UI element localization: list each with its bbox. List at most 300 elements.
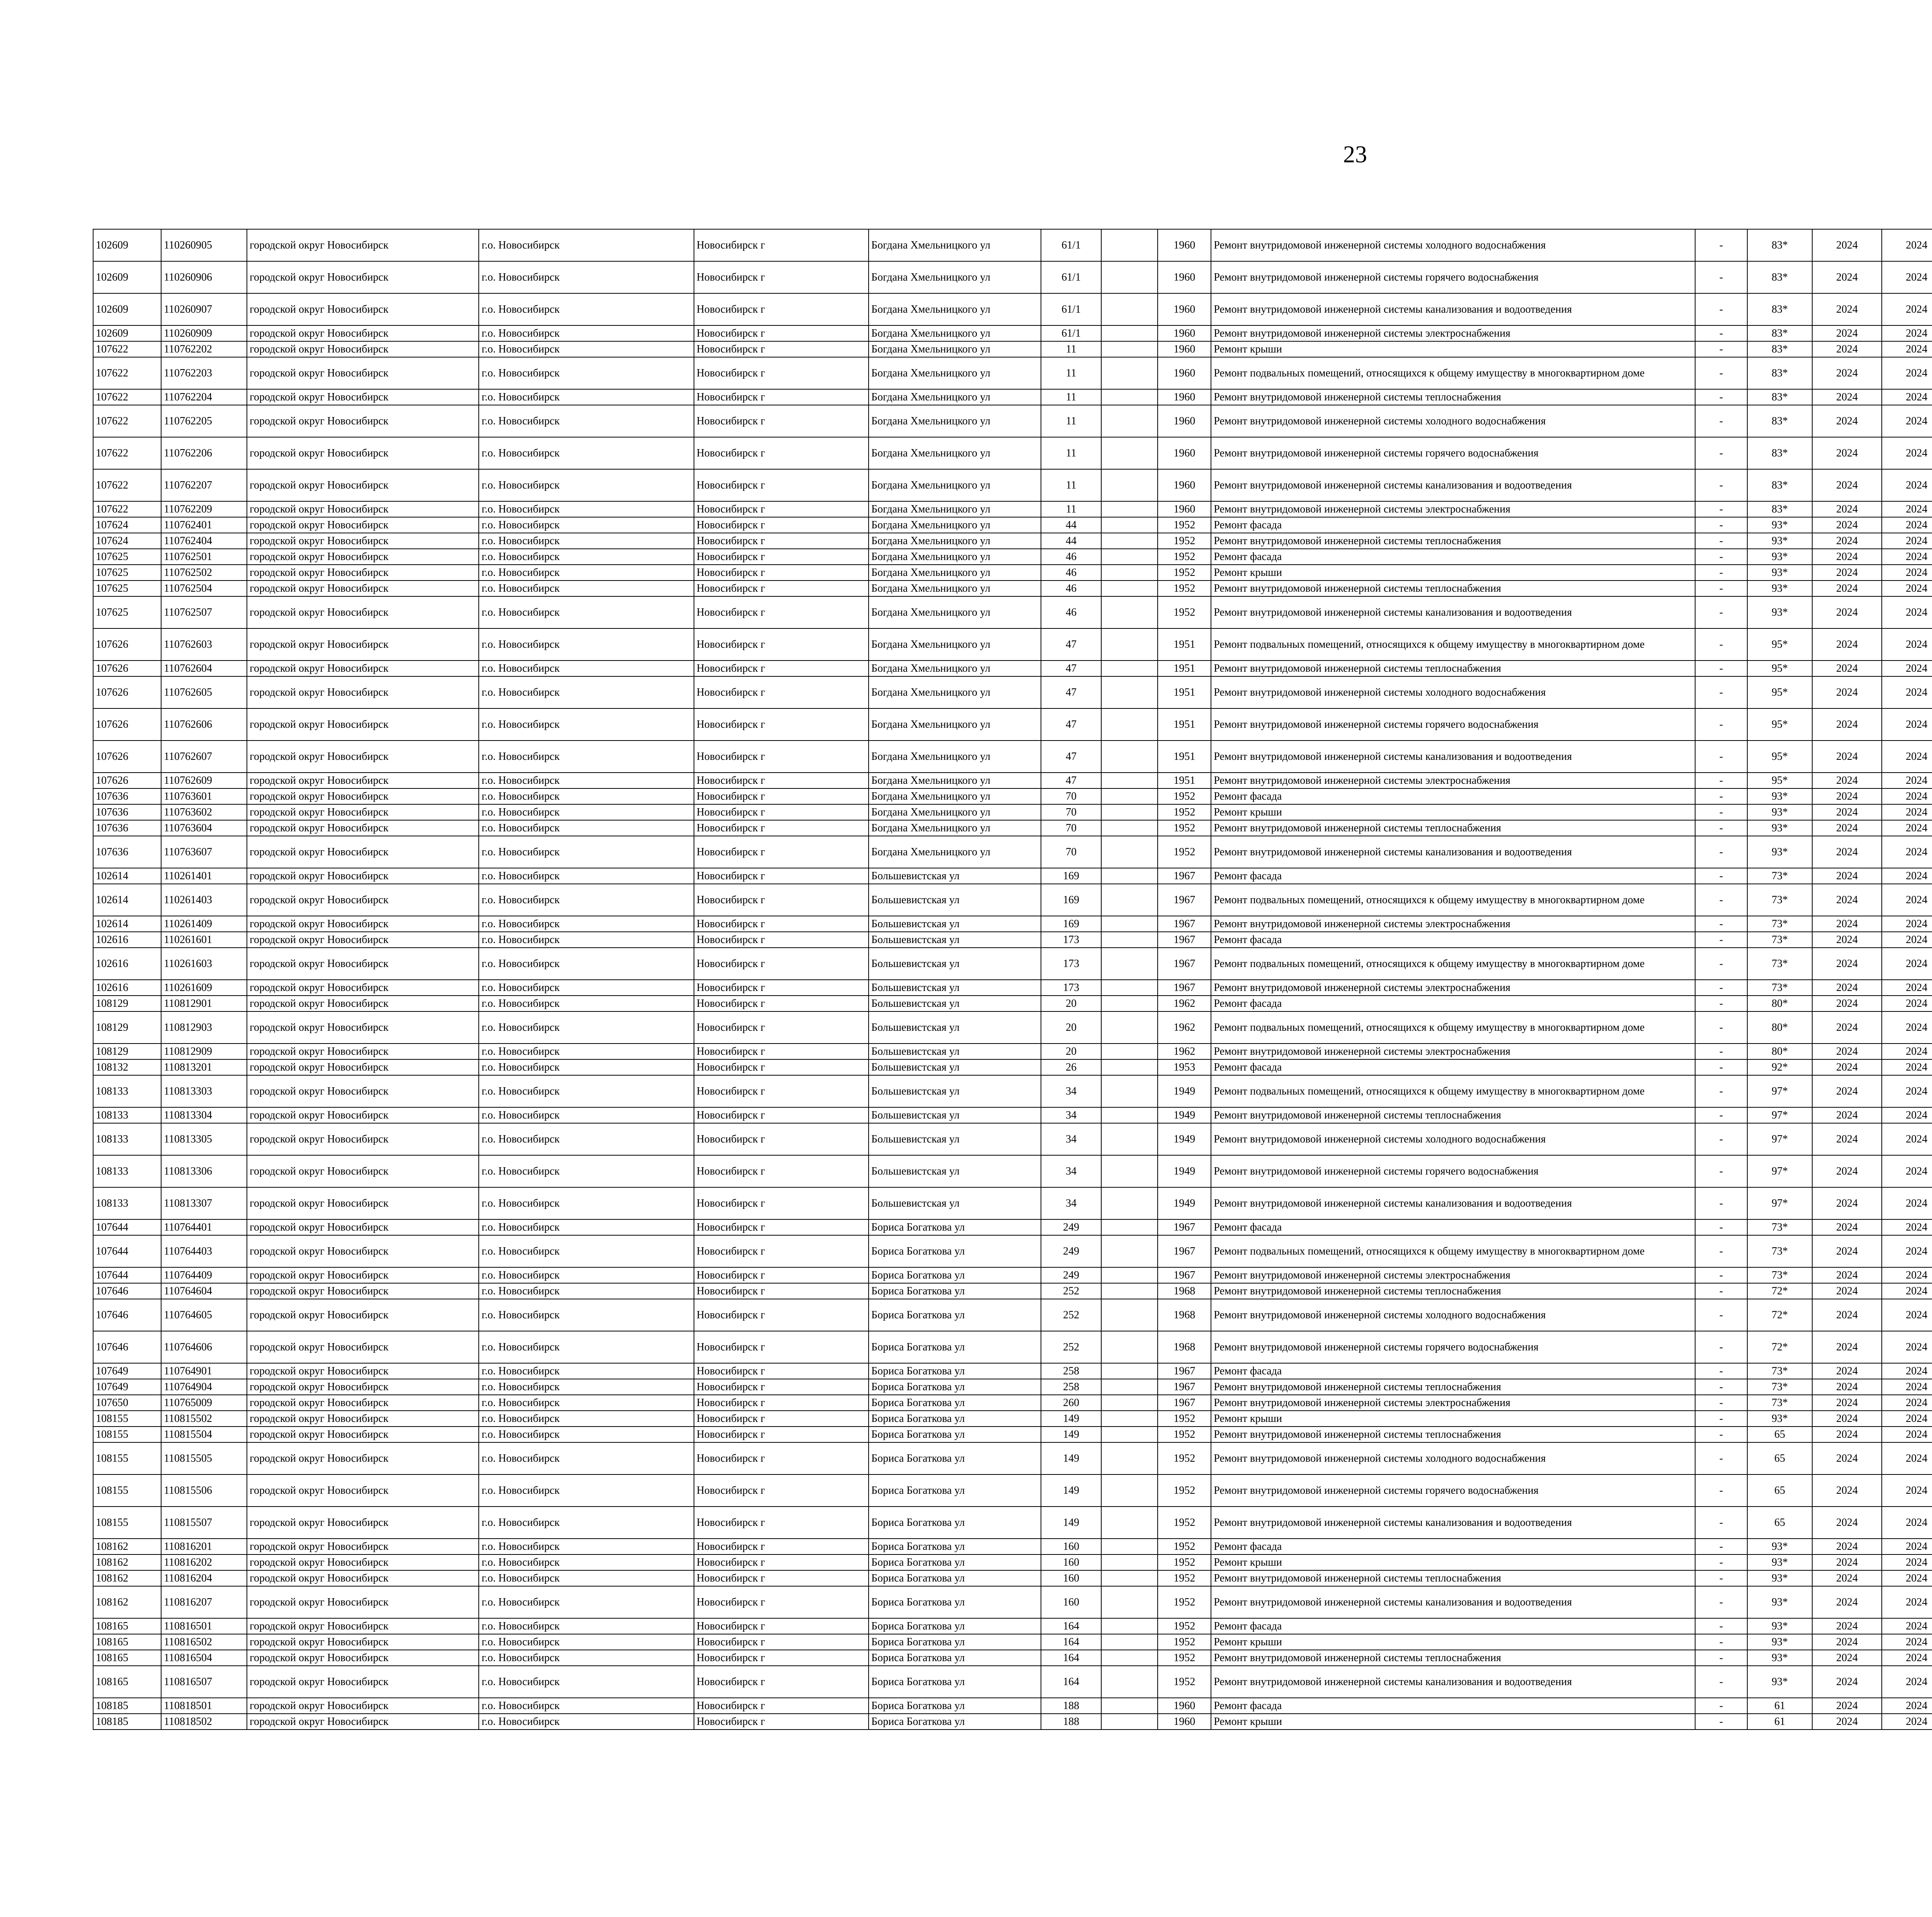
letter-cell [1101,565,1158,581]
plan-year-cell: 2024 [1812,1187,1882,1219]
municipality-cell: городской округ Новосибирск [247,1618,479,1634]
unit-cell: - [1695,581,1747,596]
work-id-cell: 110260909 [161,325,247,341]
plan-year-cell: 2024 [1812,596,1882,628]
settlement-cell: г.о. Новосибирск [479,581,694,596]
work-type-cell: Ремонт подвальных помещений, относящихся к общему имуществу в многоквартирном доме [1211,884,1695,916]
settlement-cell: г.о. Новосибирск [479,1283,694,1299]
plan-year-cell: 2024 [1812,565,1882,581]
house-id-cell: 107626 [93,773,161,788]
work-id-cell: 110815502 [161,1411,247,1427]
plan-year-cell: 2024 [1812,773,1882,788]
house-number-cell: 149 [1041,1411,1101,1427]
wear-percent-cell: 95* [1747,773,1812,788]
house-id-cell: 107624 [93,517,161,533]
letter-cell [1101,741,1158,773]
unit-cell: - [1695,1107,1747,1123]
letter-cell [1101,1507,1158,1539]
municipality-cell: городской округ Новосибирск [247,1474,479,1507]
work-id-cell: 110813306 [161,1155,247,1187]
house-number-cell: 252 [1041,1299,1101,1331]
wear-percent-cell: 93* [1747,1618,1812,1634]
wear-percent-cell: 83* [1747,261,1812,293]
work-type-cell: Ремонт внутридомовой инженерной системы электроснабжения [1211,916,1695,932]
street-cell: Богдана Хмельницкого ул [869,676,1041,708]
wear-percent-cell: 95* [1747,628,1812,661]
unit-cell: - [1695,804,1747,820]
work-type-cell: Ремонт фасада [1211,996,1695,1011]
year-built-cell: 1951 [1158,708,1211,741]
complete-year-cell: 2024 [1882,948,1932,980]
street-cell: Богдана Хмельницкого ул [869,820,1041,836]
unit-cell: - [1695,1714,1747,1730]
letter-cell [1101,804,1158,820]
settlement-cell: г.о. Новосибирск [479,469,694,501]
table-row [93,341,1932,357]
municipality-cell: городской округ Новосибирск [247,1235,479,1267]
settlement-cell: г.о. Новосибирск [479,405,694,437]
locality-cell: Новосибирск г [694,1283,869,1299]
house-id-cell: 108129 [93,1044,161,1059]
municipality-cell: городской округ Новосибирск [247,357,479,389]
house-id-cell: 108165 [93,1634,161,1650]
letter-cell [1101,517,1158,533]
year-built-cell: 1967 [1158,1267,1211,1283]
unit-cell: - [1695,565,1747,581]
year-built-cell: 1960 [1158,437,1211,469]
unit-cell: - [1695,1059,1747,1075]
year-built-cell: 1949 [1158,1187,1211,1219]
work-type-cell: Ремонт подвальных помещений, относящихся к общему имуществу в многоквартирном доме [1211,628,1695,661]
complete-year-cell: 2024 [1882,1267,1932,1283]
year-built-cell: 1952 [1158,1586,1211,1618]
house-number-cell: 20 [1041,1044,1101,1059]
house-id-cell: 107646 [93,1283,161,1299]
locality-cell: Новосибирск г [694,1618,869,1634]
municipality-cell: городской округ Новосибирск [247,1570,479,1586]
wear-percent-cell: 72* [1747,1283,1812,1299]
work-type-cell: Ремонт внутридомовой инженерной системы холодного водоснабжения [1211,1299,1695,1331]
work-id-cell: 110815505 [161,1442,247,1474]
unit-cell: - [1695,1474,1747,1507]
settlement-cell: г.о. Новосибирск [479,820,694,836]
table-row [93,1059,1932,1075]
settlement-cell: г.о. Новосибирск [479,1299,694,1331]
locality-cell: Новосибирск г [694,836,869,868]
unit-cell: - [1695,1427,1747,1442]
plan-year-cell: 2024 [1812,261,1882,293]
street-cell: Большевистская ул [869,1107,1041,1123]
house-id-cell: 107646 [93,1299,161,1331]
house-number-cell: 249 [1041,1235,1101,1267]
work-id-cell: 110762609 [161,773,247,788]
locality-cell: Новосибирск г [694,1379,869,1395]
table-row [93,1283,1932,1299]
house-number-cell: 164 [1041,1650,1101,1666]
work-type-cell: Ремонт внутридомовой инженерной системы теплоснабжения [1211,581,1695,596]
complete-year-cell: 2024 [1882,1123,1932,1155]
locality-cell: Новосибирск г [694,1650,869,1666]
settlement-cell: г.о. Новосибирск [479,676,694,708]
letter-cell [1101,581,1158,596]
complete-year-cell: 2024 [1882,1283,1932,1299]
year-built-cell: 1967 [1158,932,1211,948]
table-row [93,1075,1932,1107]
locality-cell: Новосибирск г [694,389,869,405]
work-type-cell: Ремонт крыши [1211,1714,1695,1730]
table-row [93,996,1932,1011]
complete-year-cell: 2024 [1882,1011,1932,1044]
unit-cell: - [1695,1411,1747,1427]
work-type-cell: Ремонт внутридомовой инженерной системы теплоснабжения [1211,820,1695,836]
work-id-cell: 110813304 [161,1107,247,1123]
wear-percent-cell: 73* [1747,884,1812,916]
work-type-cell: Ремонт внутридомовой инженерной системы холодного водоснабжения [1211,1123,1695,1155]
house-id-cell: 108133 [93,1155,161,1187]
letter-cell [1101,628,1158,661]
work-id-cell: 110762404 [161,533,247,549]
work-id-cell: 110815506 [161,1474,247,1507]
plan-year-cell: 2024 [1812,1395,1882,1411]
work-id-cell: 110763604 [161,820,247,836]
year-built-cell: 1960 [1158,341,1211,357]
table-row [93,741,1932,773]
locality-cell: Новосибирск г [694,1107,869,1123]
street-cell: Бориса Богаткова ул [869,1539,1041,1554]
municipality-cell: городской округ Новосибирск [247,325,479,341]
plan-year-cell: 2024 [1812,581,1882,596]
table-row [93,708,1932,741]
house-number-cell: 20 [1041,996,1101,1011]
street-cell: Бориса Богаткова ул [869,1283,1041,1299]
work-id-cell: 110816507 [161,1666,247,1698]
street-cell: Бориса Богаткова ул [869,1474,1041,1507]
house-number-cell: 34 [1041,1187,1101,1219]
municipality-cell: городской округ Новосибирск [247,948,479,980]
year-built-cell: 1952 [1158,1570,1211,1586]
street-cell: Богдана Хмельницкого ул [869,773,1041,788]
wear-percent-cell: 83* [1747,437,1812,469]
year-built-cell: 1951 [1158,628,1211,661]
unit-cell: - [1695,661,1747,676]
letter-cell [1101,1395,1158,1411]
street-cell: Богдана Хмельницкого ул [869,437,1041,469]
work-type-cell: Ремонт внутридомовой инженерной системы канализования и водоотведения [1211,1507,1695,1539]
complete-year-cell: 2024 [1882,517,1932,533]
year-built-cell: 1949 [1158,1155,1211,1187]
work-id-cell: 110762209 [161,501,247,517]
street-cell: Богдана Хмельницкого ул [869,565,1041,581]
work-type-cell: Ремонт фасада [1211,932,1695,948]
municipality-cell: городской округ Новосибирск [247,596,479,628]
locality-cell: Новосибирск г [694,1427,869,1442]
table-row [93,325,1932,341]
street-cell: Бориса Богаткова ул [869,1570,1041,1586]
complete-year-cell: 2024 [1882,1363,1932,1379]
house-number-cell: 169 [1041,916,1101,932]
year-built-cell: 1951 [1158,661,1211,676]
table-row [93,293,1932,325]
unit-cell: - [1695,437,1747,469]
year-built-cell: 1949 [1158,1123,1211,1155]
table-row [93,1299,1932,1331]
street-cell: Большевистская ул [869,1187,1041,1219]
table-row [93,868,1932,884]
wear-percent-cell: 73* [1747,948,1812,980]
wear-percent-cell: 73* [1747,1363,1812,1379]
wear-percent-cell: 61 [1747,1698,1812,1714]
wear-percent-cell: 93* [1747,820,1812,836]
work-type-cell: Ремонт фасада [1211,1219,1695,1235]
house-number-cell: 34 [1041,1123,1101,1155]
complete-year-cell: 2024 [1882,628,1932,661]
year-built-cell: 1968 [1158,1283,1211,1299]
work-type-cell: Ремонт внутридомовой инженерной системы горячего водоснабжения [1211,261,1695,293]
street-cell: Богдана Хмельницкого ул [869,501,1041,517]
house-id-cell: 108155 [93,1474,161,1507]
wear-percent-cell: 83* [1747,341,1812,357]
house-number-cell: 47 [1041,676,1101,708]
table-row [93,1363,1932,1379]
year-built-cell: 1952 [1158,1427,1211,1442]
work-id-cell: 110260907 [161,293,247,325]
municipality-cell: городской округ Новосибирск [247,1283,479,1299]
wear-percent-cell: 95* [1747,708,1812,741]
house-id-cell: 108155 [93,1507,161,1539]
wear-percent-cell: 73* [1747,1219,1812,1235]
page-number: 23 [1343,141,1367,168]
year-built-cell: 1960 [1158,405,1211,437]
table-row [93,804,1932,820]
wear-percent-cell: 97* [1747,1107,1812,1123]
locality-cell: Новосибирск г [694,804,869,820]
table-row [93,517,1932,533]
municipality-cell: городской округ Новосибирск [247,437,479,469]
settlement-cell: г.о. Новосибирск [479,1666,694,1698]
work-id-cell: 110261403 [161,884,247,916]
house-id-cell: 107625 [93,581,161,596]
settlement-cell: г.о. Новосибирск [479,565,694,581]
settlement-cell: г.о. Новосибирск [479,533,694,549]
table-row [93,1554,1932,1570]
work-id-cell: 110762206 [161,437,247,469]
work-type-cell: Ремонт фасада [1211,868,1695,884]
year-built-cell: 1953 [1158,1059,1211,1075]
municipality-cell: городской округ Новосибирск [247,916,479,932]
settlement-cell: г.о. Новосибирск [479,1427,694,1442]
house-number-cell: 47 [1041,773,1101,788]
house-id-cell: 107622 [93,341,161,357]
plan-year-cell: 2024 [1812,517,1882,533]
settlement-cell: г.о. Новосибирск [479,708,694,741]
unit-cell: - [1695,1618,1747,1634]
work-type-cell: Ремонт подвальных помещений, относящихся к общему имуществу в многоквартирном доме [1211,948,1695,980]
plan-year-cell: 2024 [1812,1411,1882,1427]
year-built-cell: 1967 [1158,1235,1211,1267]
wear-percent-cell: 93* [1747,581,1812,596]
work-type-cell: Ремонт фасада [1211,1618,1695,1634]
settlement-cell: г.о. Новосибирск [479,1570,694,1586]
year-built-cell: 1962 [1158,1044,1211,1059]
street-cell: Большевистская ул [869,996,1041,1011]
house-id-cell: 108165 [93,1618,161,1634]
settlement-cell: г.о. Новосибирск [479,1507,694,1539]
locality-cell: Новосибирск г [694,1155,869,1187]
year-built-cell: 1952 [1158,596,1211,628]
complete-year-cell: 2024 [1882,596,1932,628]
plan-year-cell: 2024 [1812,676,1882,708]
municipality-cell: городской округ Новосибирск [247,1299,479,1331]
municipality-cell: городской округ Новосибирск [247,1666,479,1698]
work-type-cell: Ремонт внутридомовой инженерной системы теплоснабжения [1211,1427,1695,1442]
plan-year-cell: 2024 [1812,1442,1882,1474]
complete-year-cell: 2024 [1882,1714,1932,1730]
municipality-cell: городской округ Новосибирск [247,661,479,676]
letter-cell [1101,357,1158,389]
settlement-cell: г.о. Новосибирск [479,1044,694,1059]
complete-year-cell: 2024 [1882,708,1932,741]
municipality-cell: городской округ Новосибирск [247,996,479,1011]
locality-cell: Новосибирск г [694,708,869,741]
year-built-cell: 1949 [1158,1075,1211,1107]
house-number-cell: 188 [1041,1714,1101,1730]
settlement-cell: г.о. Новосибирск [479,1187,694,1219]
plan-year-cell: 2024 [1812,1507,1882,1539]
complete-year-cell: 2024 [1882,1331,1932,1363]
street-cell: Богдана Хмельницкого ул [869,517,1041,533]
table-row [93,932,1932,948]
locality-cell: Новосибирск г [694,1698,869,1714]
municipality-cell: городской округ Новосибирск [247,836,479,868]
locality-cell: Новосибирск г [694,773,869,788]
wear-percent-cell: 97* [1747,1155,1812,1187]
work-type-cell: Ремонт внутридомовой инженерной системы горячего водоснабжения [1211,1331,1695,1363]
plan-year-cell: 2024 [1812,836,1882,868]
street-cell: Большевистская ул [869,916,1041,932]
letter-cell [1101,1698,1158,1714]
settlement-cell: г.о. Новосибирск [479,1379,694,1395]
street-cell: Богдана Хмельницкого ул [869,788,1041,804]
table-body [93,229,1932,1730]
year-built-cell: 1967 [1158,1219,1211,1235]
work-type-cell: Ремонт фасада [1211,549,1695,565]
work-id-cell: 110762603 [161,628,247,661]
year-built-cell: 1960 [1158,293,1211,325]
wear-percent-cell: 93* [1747,596,1812,628]
house-number-cell: 169 [1041,884,1101,916]
house-number-cell: 34 [1041,1075,1101,1107]
letter-cell [1101,1011,1158,1044]
house-id-cell: 102614 [93,884,161,916]
wear-percent-cell: 93* [1747,1411,1812,1427]
work-id-cell: 110764403 [161,1235,247,1267]
settlement-cell: г.о. Новосибирск [479,1059,694,1075]
locality-cell: Новосибирск г [694,596,869,628]
table-row [93,948,1932,980]
settlement-cell: г.о. Новосибирск [479,1650,694,1666]
table-row [93,405,1932,437]
year-built-cell: 1960 [1158,357,1211,389]
wear-percent-cell: 72* [1747,1299,1812,1331]
house-number-cell: 47 [1041,661,1101,676]
wear-percent-cell: 95* [1747,676,1812,708]
settlement-cell: г.о. Новосибирск [479,884,694,916]
unit-cell: - [1695,517,1747,533]
settlement-cell: г.о. Новосибирск [479,773,694,788]
year-built-cell: 1952 [1158,836,1211,868]
plan-year-cell: 2024 [1812,788,1882,804]
street-cell: Богдана Хмельницкого ул [869,596,1041,628]
plan-year-cell: 2024 [1812,1363,1882,1379]
street-cell: Бориса Богаткова ул [869,1554,1041,1570]
table-row [93,389,1932,405]
work-type-cell: Ремонт внутридомовой инженерной системы электроснабжения [1211,501,1695,517]
municipality-cell: городской округ Новосибирск [247,1714,479,1730]
work-id-cell: 110762207 [161,469,247,501]
street-cell: Бориса Богаткова ул [869,1363,1041,1379]
work-type-cell: Ремонт внутридомовой инженерной системы горячего водоснабжения [1211,1474,1695,1507]
letter-cell [1101,549,1158,565]
table-row [93,628,1932,661]
settlement-cell: г.о. Новосибирск [479,868,694,884]
year-built-cell: 1967 [1158,1379,1211,1395]
municipality-cell: городской округ Новосибирск [247,773,479,788]
street-cell: Бориса Богаткова ул [869,1650,1041,1666]
work-id-cell: 110813307 [161,1187,247,1219]
settlement-cell: г.о. Новосибирск [479,661,694,676]
work-type-cell: Ремонт внутридомовой инженерной системы горячего водоснабжения [1211,1155,1695,1187]
unit-cell: - [1695,1666,1747,1698]
locality-cell: Новосибирск г [694,932,869,948]
letter-cell [1101,596,1158,628]
settlement-cell: г.о. Новосибирск [479,1123,694,1155]
letter-cell [1101,980,1158,996]
letter-cell [1101,1539,1158,1554]
unit-cell: - [1695,357,1747,389]
locality-cell: Новосибирск г [694,820,869,836]
letter-cell [1101,261,1158,293]
locality-cell: Новосибирск г [694,1011,869,1044]
street-cell: Большевистская ул [869,948,1041,980]
house-number-cell: 258 [1041,1379,1101,1395]
complete-year-cell: 2024 [1882,1299,1932,1331]
unit-cell: - [1695,325,1747,341]
work-id-cell: 110765009 [161,1395,247,1411]
locality-cell: Новосибирск г [694,1634,869,1650]
house-id-cell: 107625 [93,596,161,628]
complete-year-cell: 2024 [1882,1570,1932,1586]
complete-year-cell: 2024 [1882,1427,1932,1442]
locality-cell: Новосибирск г [694,996,869,1011]
settlement-cell: г.о. Новосибирск [479,1554,694,1570]
work-type-cell: Ремонт фасада [1211,1698,1695,1714]
street-cell: Большевистская ул [869,932,1041,948]
street-cell: Богдана Хмельницкого ул [869,405,1041,437]
year-built-cell: 1952 [1158,804,1211,820]
house-id-cell: 102609 [93,293,161,325]
table-row [93,884,1932,916]
plan-year-cell: 2024 [1812,1554,1882,1570]
work-type-cell: Ремонт фасада [1211,788,1695,804]
street-cell: Богдана Хмельницкого ул [869,533,1041,549]
settlement-cell: г.о. Новосибирск [479,932,694,948]
wear-percent-cell: 92* [1747,1059,1812,1075]
wear-percent-cell: 73* [1747,932,1812,948]
house-id-cell: 108133 [93,1107,161,1123]
house-id-cell: 108155 [93,1442,161,1474]
municipality-cell: городской округ Новосибирск [247,1442,479,1474]
street-cell: Бориса Богаткова ул [869,1235,1041,1267]
